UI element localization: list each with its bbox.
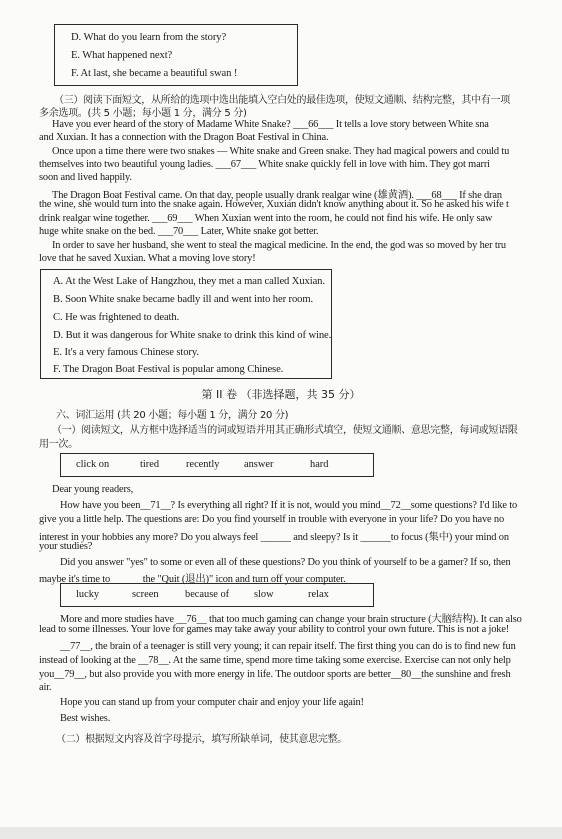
page-bottom-strip	[0, 827, 562, 839]
passage-line: air.	[39, 682, 52, 693]
word-bank-item: recently	[186, 459, 220, 470]
passage-line: Hope you can stand up from your computer chair and enjoy your life again!	[60, 697, 364, 708]
answer-option-b: B. Soon White snake became badly ill and went into her room.	[53, 294, 314, 305]
passage-line: the wine, she would turn into the snake again. However, Xuxian didn't know anything about it. So he asked his wife t	[39, 199, 509, 210]
answer-option-f: F. The Dragon Boat Festival is popular among Chinese.	[53, 364, 284, 375]
word-bank-item: lucky	[76, 589, 100, 600]
section6-title: 六、词汇运用 (共 20 小题；每小题 1 分，满分 20 分)	[56, 410, 289, 421]
passage-line: In order to save her husband, she went to steal the magical medicine. In the end, the god was so moved by her tru	[52, 240, 506, 251]
sub1-instruction: （一）阅读短文，从方框中选择适当的词或短语并用其正确形式填空，使短文通顺、意思完整，每词或短语限	[52, 425, 518, 436]
answer-option-c: C. He was frightened to death.	[53, 312, 180, 323]
passage-line: More and more studies have __76__ that too much gaming can change your brain structure (大脑结构). It can also	[60, 614, 522, 625]
letter-closing: Best wishes.	[60, 713, 111, 724]
answer-option-e: E. It's a very famous Chinese story.	[53, 347, 199, 358]
word-bank-item: tired	[140, 459, 160, 470]
word-bank-item: hard	[310, 459, 329, 470]
passage-line: soon and lived happily.	[39, 172, 132, 183]
answer-option-d: D. But it was dangerous for White snake to drink this kind of wine.	[53, 330, 332, 341]
sub1-instruction-cont: 用一次。	[39, 439, 78, 450]
passage-line: huge white snake on the bed. ___70___ Later, White snake got better.	[39, 226, 319, 237]
word-bank-item: answer	[244, 459, 274, 470]
passage-line: your studies?	[39, 541, 93, 552]
passage-line: lead to some illnesses. Your love for games may take away your ability to control your own future. This is not a joke!	[39, 624, 510, 635]
passage-line: instead of looking at the __78__. At the same time, spend more time taking some exercise. Exercise can not only help	[39, 655, 511, 666]
passage-line: drink realgar wine together. ___69___ When Xuxian went into the room, he could not find his wife. He only saw	[39, 213, 493, 224]
passage-line: interest in your hobbies any more? Do you always feel ______ and sleepy? Is it ______to focus (集中) your mind on	[39, 532, 509, 543]
option-f: F. At last, she became a beautiful swan !	[71, 68, 238, 79]
option-d: D. What do you learn from the story?	[71, 32, 227, 43]
passage-line: __77__, the brain of a teenager is still very young; it can repair itself. The first thing you can do is to find new fun	[60, 641, 516, 652]
section3-instruction-cont: 多余选项。(共 5 小题；每小题 1 分，满分 5 分)	[39, 108, 247, 119]
word-bank-item: click on	[76, 459, 110, 470]
passage-line: Did you answer "yes" to some or even all of these questions? Do you think of yourself to be a gamer? If so, then	[60, 557, 511, 568]
passage-line: maybe it's time to ______the "Quit (退出)" icon and turn off your computer.	[39, 574, 346, 585]
word-bank-item: because of	[185, 589, 230, 600]
word-bank-item: relax	[308, 589, 329, 600]
option-e: E. What happened next?	[71, 50, 173, 61]
word-bank-item: slow	[254, 589, 274, 600]
letter-greeting: Dear young readers,	[52, 484, 134, 495]
passage-line: The Dragon Boat Festival came. On that day, people usually drank realgar wine (雄黄酒). ___68___ If she dran	[52, 190, 502, 201]
passage-line: Once upon a time there were two snakes — White snake and Green snake. They had magical powers and could tu	[52, 146, 510, 157]
passage-line: Have you ever heard of the story of Madame White Snake? ___66___ It tells a love story between White sna	[52, 119, 489, 130]
part2-heading: 第 II 卷 （非选择题，共 35 分）	[201, 388, 361, 401]
sub2-instruction: （二）根据短文内容及首字母提示，填写所缺单词，使其意思完整。	[56, 734, 347, 745]
passage-line: you__79__, but also provide you with more energy in life. The outdoor sports are better__80__the sunshine and fresh	[39, 669, 511, 680]
passage-line: love that he saved Xuxian. What a moving love story!	[39, 253, 256, 264]
passage-line: How have you been__71__? Is everything all right? If it is not, would you mind__72__some questions? I'd like to	[60, 500, 518, 511]
answer-option-a: A. At the West Lake of Hangzhou, they met a man called Xuxian.	[53, 276, 325, 287]
passage-line: and Xuxian. It has a connection with the Dragon Boat Festival in China.	[39, 132, 329, 143]
section3-instruction: （三）阅读下面短文，从所给的选项中选出能填入空白处的最佳选项，使短文通顺、结构完整，其中有一项	[54, 95, 510, 106]
word-bank-item: screen	[132, 589, 159, 600]
passage-line: themselves into two beautiful young ladies. ___67___ White snake quickly fell in love with him. They got marri	[39, 159, 490, 170]
passage-line: give you a little help. The questions are: Do you find yourself in trouble with everyone in your life? Do you have no	[39, 514, 505, 525]
